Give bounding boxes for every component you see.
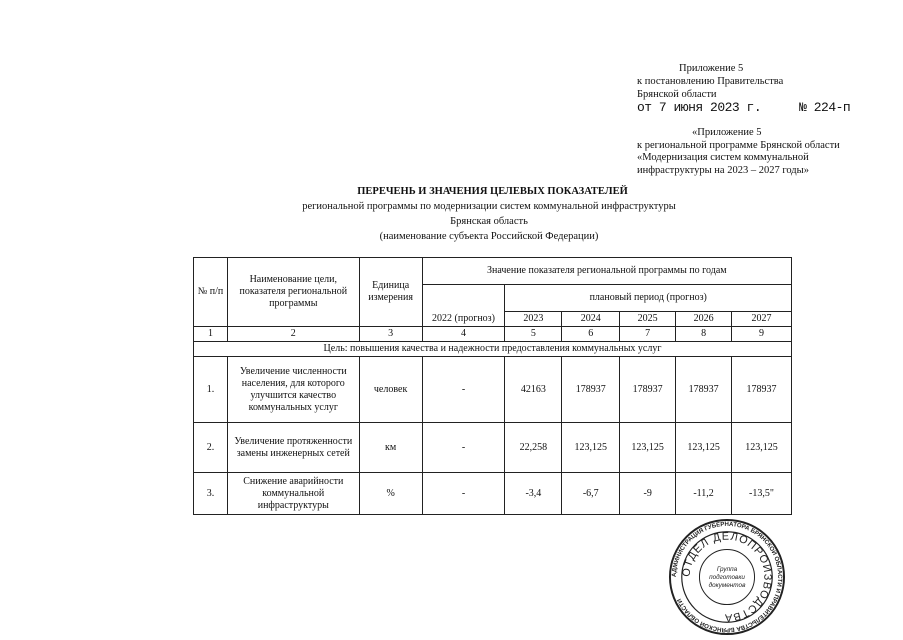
row-value: 42163 [505,357,562,423]
header-num: № п/п [194,258,228,327]
row-name: Увеличение протяженности замены инженерных сетей [227,423,359,473]
stamp-center-line: документов [708,581,746,589]
row-unit: % [359,473,422,515]
table-row [194,423,792,473]
header-unit: Единица измерения [359,258,422,327]
row-num: 3. [194,473,228,515]
column-number-row [194,327,792,342]
header-year: 2027 [732,312,792,327]
region-name: Брянская область [450,216,528,227]
column-number: 4 [422,327,505,342]
header-year: 2025 [620,312,676,327]
stamp-center-line: Группа [716,566,738,574]
attachment-line: инфраструктуры на 2023 – 2027 годы» [637,164,809,176]
row-value: -11,2 [676,473,732,515]
header-year: 2024 [562,312,620,327]
stamp-center-line: подготовки [709,573,745,581]
row-2022: - [422,357,505,423]
row-value: -6,7 [562,473,620,515]
stamp-outer-text: АДМИНИСТРАЦИЯ ГУБЕРНАТОРА БРЯНСКОЙ ОБЛАСТИ И ПРАВИТЕЛЬСТВА БРЯНСКОЙ ОБЛАСТИ [670,520,784,634]
row-name: Увеличение численности населения, для которого улучшится качество коммунальных услуг [227,357,359,423]
row-value: 178937 [620,357,676,423]
row-unit: км [359,423,422,473]
header-forecast: 2022 (прогноз) [422,285,505,327]
column-number: 1 [194,327,228,342]
column-number: 8 [676,327,732,342]
header-year: 2026 [676,312,732,327]
goal-row: Цель: повышения качества и надежности предоставления коммунальных услуг [194,342,792,357]
document-subtitle: региональной программы по модернизации систем коммунальной инфраструктуры [302,201,676,212]
attachment-date-row [637,101,850,114]
row-value: 123,125 [620,423,676,473]
table-row [194,473,792,515]
row-2022: - [422,423,505,473]
row-unit: человек [359,357,422,423]
attachment-line: «Модернизация систем коммунальной [637,152,809,163]
row-2022: - [422,473,505,515]
official-stamp [668,518,786,636]
attachment-block-top [637,62,850,114]
column-number: 6 [562,327,620,342]
column-number: 2 [227,327,359,342]
column-number: 7 [620,327,676,342]
column-number: 3 [359,327,422,342]
row-value: 178937 [562,357,620,423]
attachment-line: к региональной программе Брянской области [637,139,840,151]
row-value: 178937 [732,357,792,423]
document-title: ПЕРЕЧЕНЬ И ЗНАЧЕНИЯ ЦЕЛЕВЫХ ПОКАЗАТЕЛЕЙ [357,186,628,197]
table-row [194,357,792,423]
attachment-line: «Приложение 5 [692,127,762,138]
attachment-line: к постановлению Правительства [637,76,784,87]
indicators-table [193,257,792,515]
row-value: -3,4 [505,473,562,515]
row-value: 22,258 [505,423,562,473]
row-name: Снижение аварийности коммунальной инфраструктуры [227,473,359,515]
row-num: 1. [194,357,228,423]
header-values: Значение показателя региональной программы по годам [422,258,791,285]
row-value: 178937 [676,357,732,423]
header-year: 2023 [505,312,562,327]
row-num: 2. [194,423,228,473]
attachment-number: № 224-п [799,100,851,115]
column-number: 9 [732,327,792,342]
header-planned: плановый период (прогноз) [505,285,792,312]
column-number: 5 [505,327,562,342]
region-note: (наименование субъекта Российской Федерации) [379,231,599,242]
row-value: -13,5" [732,473,792,515]
row-value: 123,125 [562,423,620,473]
attachment-line: Приложение 5 [679,63,744,74]
stamp-ring-text: ОТДЕЛ ДЕЛОПРОИЗВОДСТВА [680,530,774,624]
row-value: -9 [620,473,676,515]
header-name: Наименование цели, показателя региональной программы [227,258,359,327]
row-value: 123,125 [732,423,792,473]
attachment-block-inner [637,127,840,177]
attachment-line: Брянской области [637,89,717,100]
attachment-date: от 7 июня 2023 г. [637,100,762,115]
row-value: 123,125 [676,423,732,473]
